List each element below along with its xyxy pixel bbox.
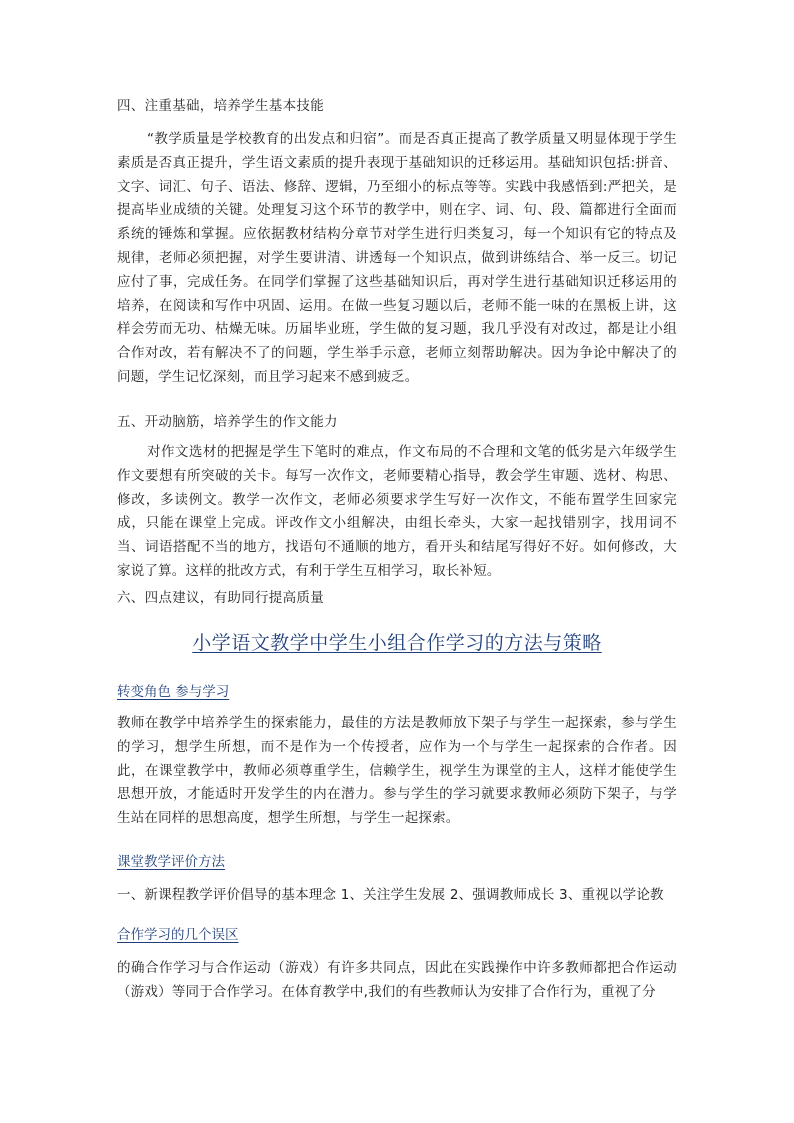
section-5-paragraph: 对作文选材的把握是学生下笔时的难点，作文布局的不合理和文笔的低劣是六年级学生作文要想有所突破的关卡。每写一次作文，老师要精心指导，教会学生审题、选材、构思、修改，多读例文。教学一次作文，老师必须要求学生写好一次作文，不能布置学生回家完成，只能在课堂上完成。评改作文小组解决，由组长牵头，大家一起找错别字，找用词不当、词语搭配不当的地方，找语句不通顺的地方，看开头和结尾写得好不好。如何修改，大家说了算。这样的批改方式，有利于学生互相学习，取长补短。 (117, 444, 677, 579)
link-role-change[interactable]: 转变角色 参与学习 (117, 684, 230, 700)
link-cooperative-misconceptions[interactable]: 合作学习的几个误区 (117, 927, 239, 943)
section-heading-5: 五、开动脑筋，培养学生的作文能力 (117, 414, 338, 430)
role-change-paragraph: 教师在教学中培养学生的探索能力，最佳的方法是教师放下架子与学生一起探索，参与学生的学习，想学生所想，而不是作为一个传授者，应作为一个与学生一起探索的合作者。因此，在课堂教学中，教师必须尊重学生，信赖学生，视学生为课堂的主人，这样才能使学生思想开放，才能适时开发学生的内在潜力。参与学生的学习就要求教师必须防下架子，与学生站在同样的思想高度，想学生所想，与学生一起探索。 (117, 715, 677, 827)
section-4-paragraph: “教学质量是学校教育的出发点和归宿”。而是否真正提高了教学质量又明显体现于学生素质是否真正提升，学生语文素质的提升表现于基础知识的迁移运用。基础知识包括:拼音、文字、词汇、句子、语法、修辞、逻辑，乃至细小的标点等等。实践中我感悟到:严把关，是提高毕业成绩的关键。处理复习这个环节的教学中，则在字、词、句、段、篇都进行全面而系统的锤炼和掌握。应依据教材结构分章节对学生进行归类复习，每一个知识有它的特点及规律，老师必须把握，对学生要讲清、讲透每一个知识点，做到讲练结合、举一反三。切记应付了事，完成任务。在同学们掌握了这些基础知识后，再对学生进行基础知识迁移运用的培养，在阅读和写作中巩固、运用。在做一些复习题以后，老师不能一味的在黑板上讲，这样会劳而无功、枯燥无味。历届毕业班，学生做的复习题，我几乎没有对改过，都是让小组合作对改，若有解决不了的问题，学生举手示意，老师立刻帮助解决。因为争论中解决了的问题，学生记忆深刻，而且学习起来不感到疲乏。 (117, 131, 677, 385)
evaluation-line: 一、新课程教学评价倡导的基本理念 1、关注学生发展 2、强调教师成长 3、重视以学论教 (117, 887, 664, 903)
misconceptions-paragraph: 的确合作学习与合作运动（游戏）有许多共同点，因此在实践操作中许多教师都把合作运动（游戏）等同于合作学习。在体育教学中,我们的有些教师认为安排了合作行为，重视了分 (117, 960, 677, 1000)
section-heading-4: 四、注重基础，培养学生基本技能 (117, 98, 324, 114)
section-heading-6: 六、四点建议，有助同行提高质量 (117, 590, 324, 606)
link-evaluation-methods[interactable]: 课堂教学评价方法 (117, 854, 225, 870)
article-title-link[interactable]: 小学语文教学中学生小组合作学习的方法与策略 (192, 632, 602, 654)
